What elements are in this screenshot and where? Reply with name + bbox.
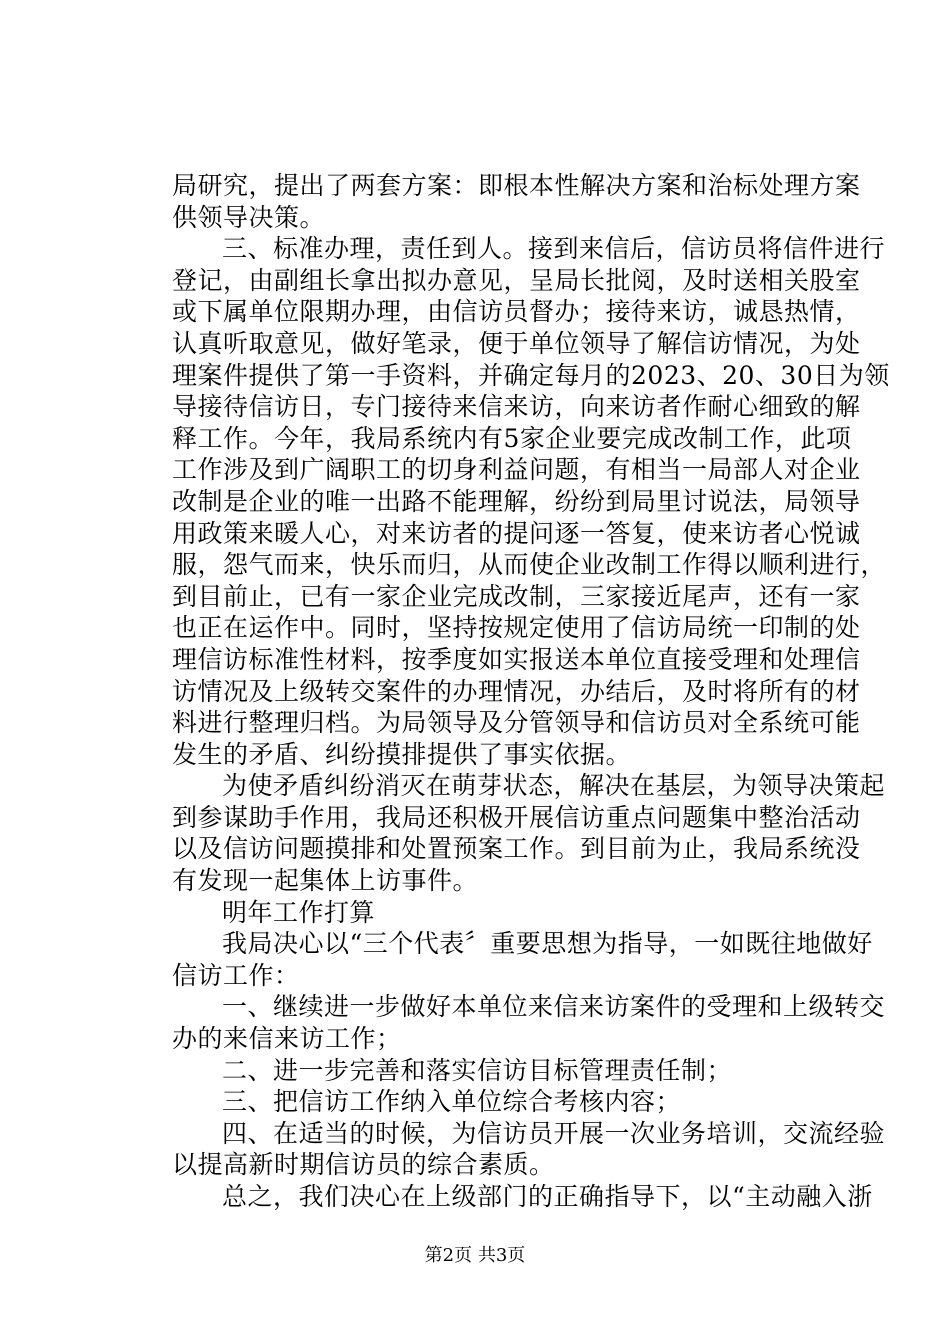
text-line: 服，怨气而来，快乐而归，从而使企业改制工作得以顺利进行， — [172, 550, 887, 580]
text-line: 到目前止，已有一家企业完成改制，三家接近尾声，还有一家 — [172, 581, 861, 611]
text-line: 料进行整理归档。为局领导及分管领导和信访员对全系统可能 — [172, 708, 861, 738]
text-line: 工作涉及到广阔职工的切身利益问题，有相当一局部人对企业 — [172, 455, 861, 485]
text-line: 一、继续进一步做好本单位来信来访案件的受理和上级转交 — [222, 992, 886, 1022]
text-line: 登记，由副组长拿出拟办意见，呈局长批阅，及时送相关股室 — [172, 265, 861, 295]
text-line: 为使矛盾纠纷消灭在萌芽状态，解决在基层，为领导决策起 — [222, 771, 886, 801]
text-line: 局研究，提出了两套方案：即根本性解决方案和治标处理方案 — [172, 171, 861, 200]
text-line: 四、在适当的时候，为信访员开展一次业务培训，交流经验 — [222, 1118, 886, 1148]
text-line: 我局决心以“三个代表〞重要思想为指导，一如既往地做好 — [222, 929, 873, 959]
text-line: 访情况及上级转交案件的办理情况，办结后，及时将所有的材 — [172, 676, 861, 706]
text-line: 信访工作： — [172, 960, 300, 990]
text-line: 发生的矛盾、纠纷摸排提供了事实依据。 — [172, 739, 632, 769]
text-line: 释工作。今年，我局系统内有5家企业要完成改制工作，此项 — [172, 423, 852, 453]
text-line: 有发现一起集体上访事件。 — [172, 866, 479, 896]
text-line: 以提高新时期信访员的综合素质。 — [172, 1150, 555, 1180]
text-line: 理案件提供了第一手资料，并确定每月的2023、20、30日为领 — [172, 360, 890, 390]
text-line: 或下属单位限期办理，由信访员督办；接待来访，诚恳热情， — [172, 297, 861, 327]
text-line: 三、把信访工作纳入单位综合考核内容； — [222, 1087, 682, 1117]
text-line: 导接待信访日，专门接待来信来访，向来访者作耐心细致的解 — [172, 392, 861, 422]
text-line: 办的来信来访工作； — [172, 1024, 402, 1054]
section-heading: 明年工作打算 — [222, 897, 376, 927]
text-line: 改制是企业的唯一出路不能理解，纷纷到局里讨说法，局领导 — [172, 486, 861, 516]
page-footer — [0, 1244, 950, 1268]
text-line: 到参谋助手作用，我局还积极开展信访重点问题集中整治活动 — [172, 802, 861, 832]
text-line: 三、标准办理，责任到人。接到来信后，信访员将信件进行 — [222, 234, 886, 264]
text-line: 供领导决策。 — [172, 202, 326, 232]
text-line: 用政策来暖人心，对来访者的提问逐一答复，使来访者心悦诚 — [172, 518, 861, 548]
text-line: 二、进一步完善和落实信访目标管理责任制； — [222, 1055, 733, 1085]
text-line: 以及信访问题摸排和处置预案工作。到目前为止，我局系统没 — [172, 834, 861, 864]
text-line: 总之，我们决心在上级部门的正确指导下，以“主动融入浙 — [222, 1182, 873, 1211]
text-line: 认真听取意见，做好笔录，便于单位领导了解信访情况，为处 — [172, 328, 861, 358]
page-number: 第2页 共3页 — [424, 1245, 526, 1266]
text-line: 也正在运作中。同时，坚持按规定使用了信访局统一印制的处 — [172, 613, 861, 643]
text-line: 理信访标准性材料，按季度如实报送本单位直接受理和处理信 — [172, 644, 861, 674]
document-body — [172, 170, 890, 1213]
